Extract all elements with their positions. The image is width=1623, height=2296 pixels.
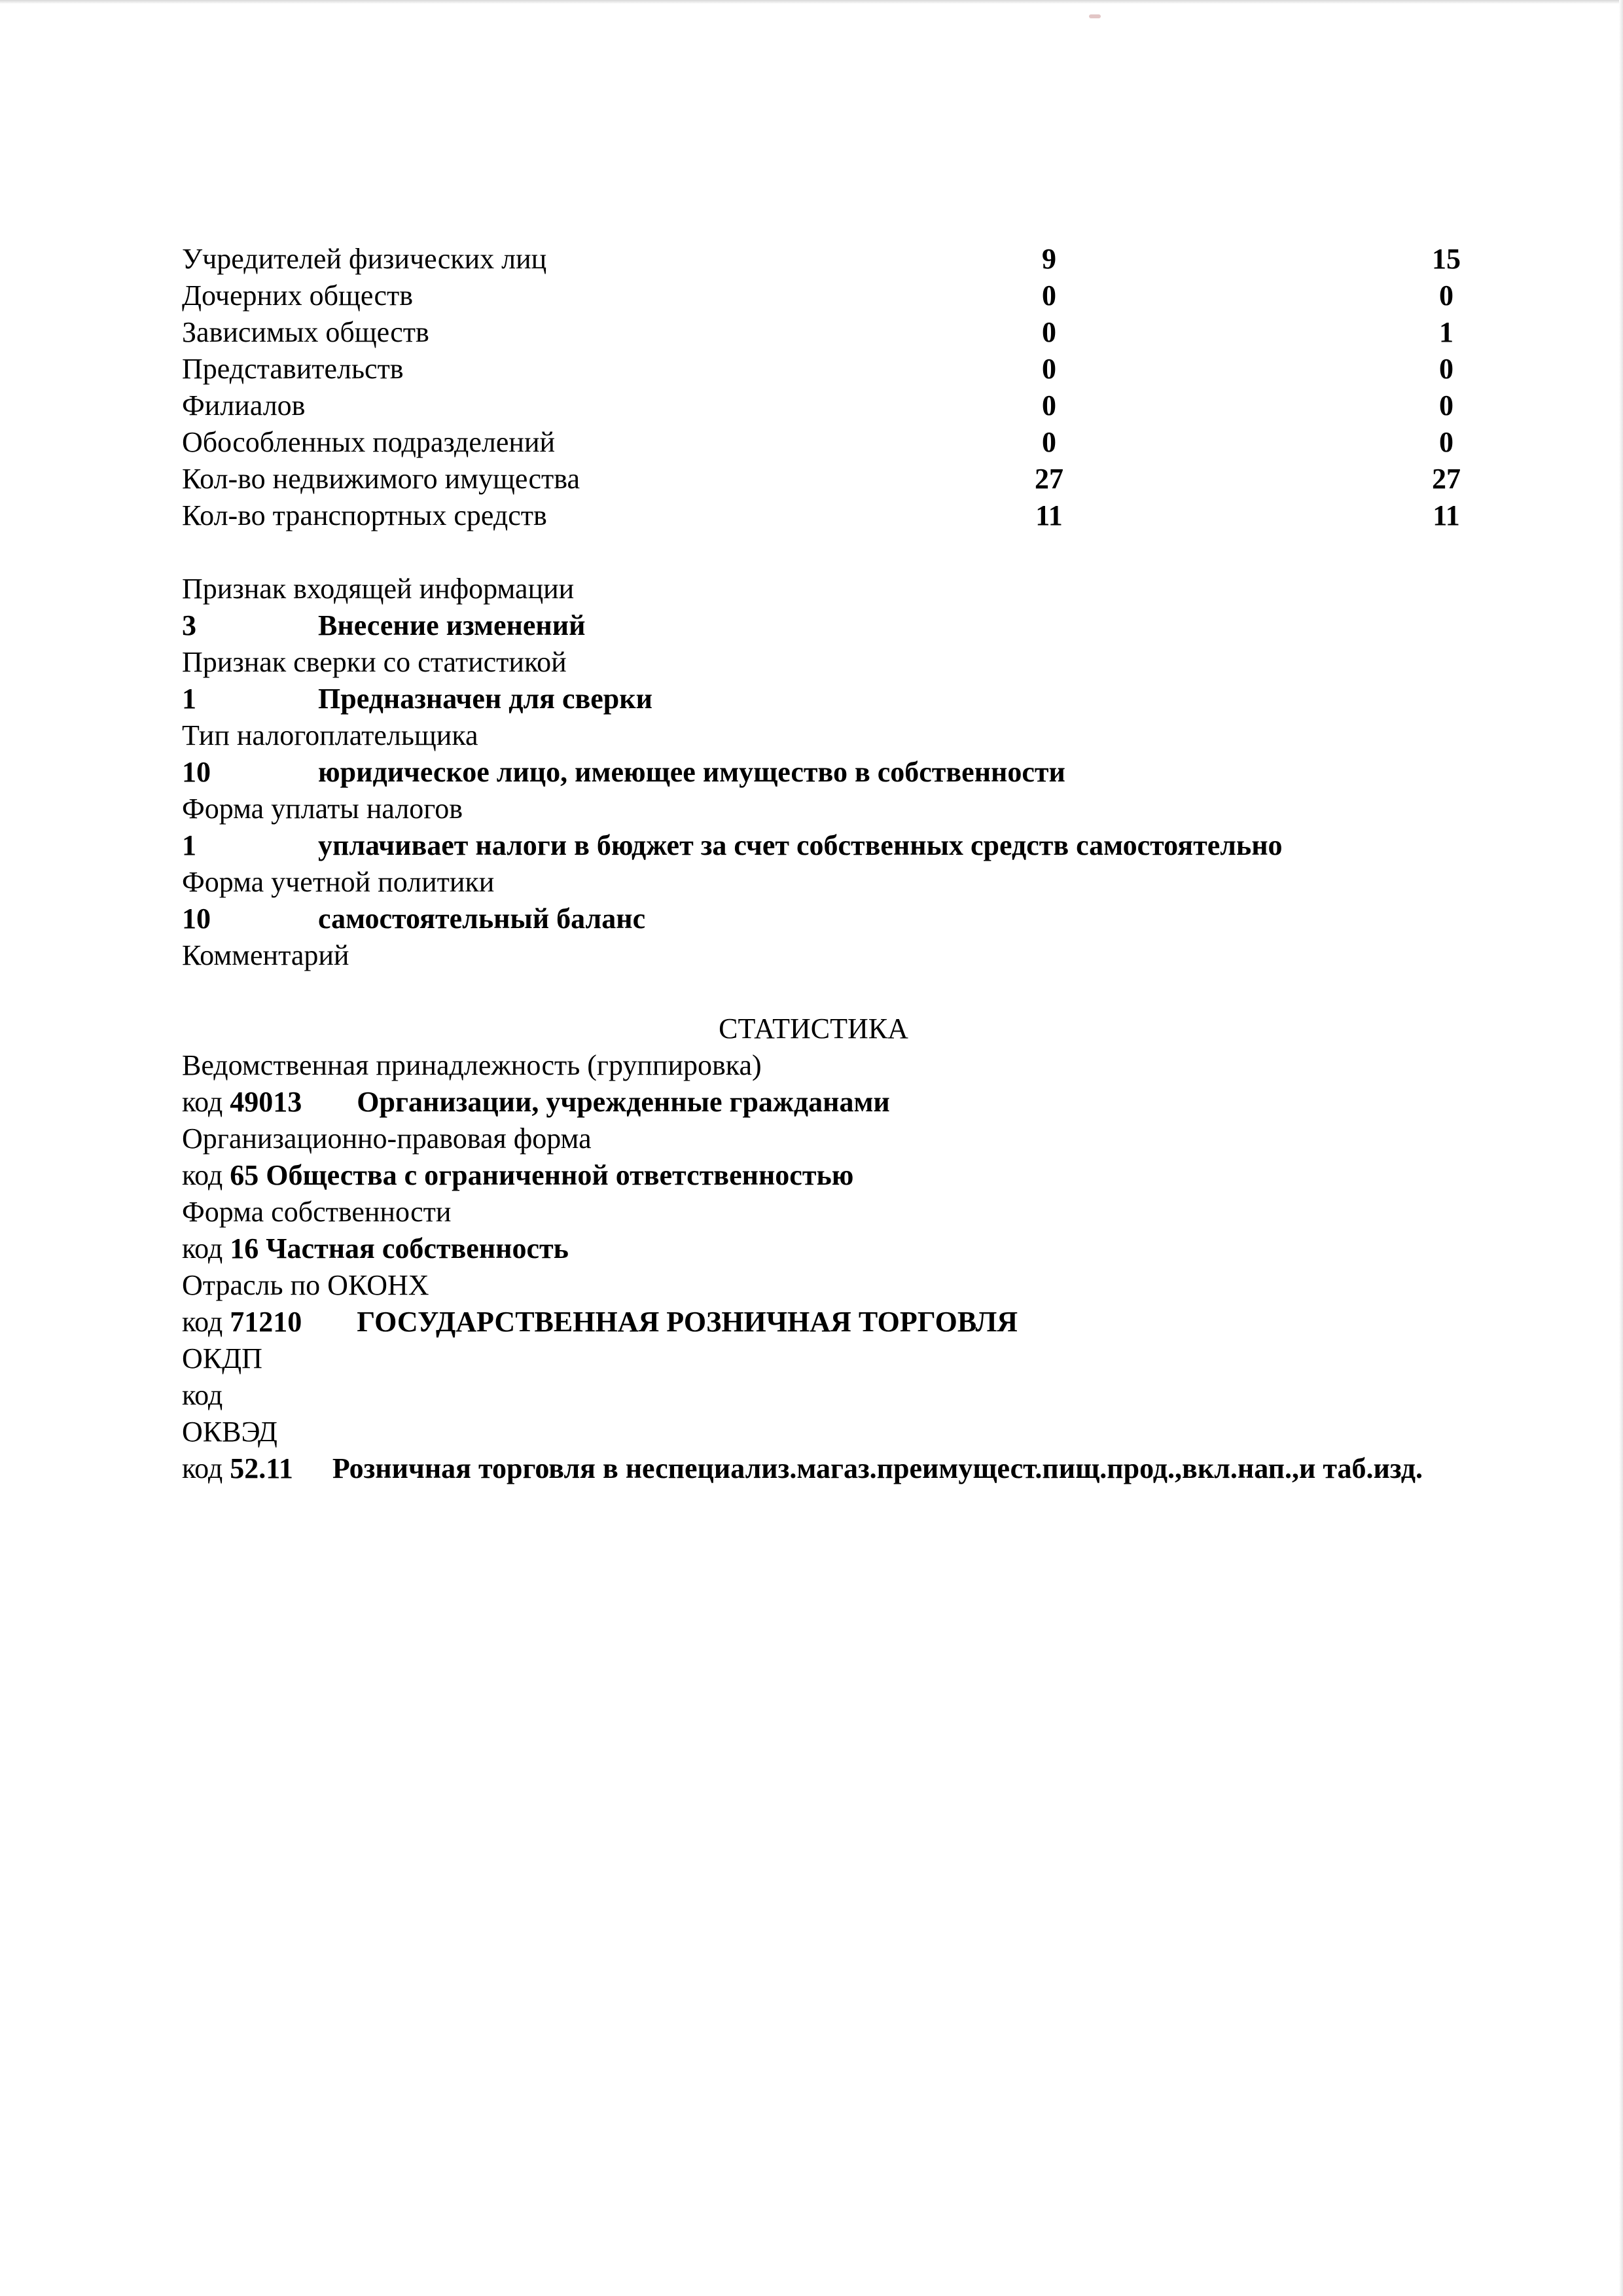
attribute-text: уплачивает налоги в бюджет за счет собственных средств самостоятельно	[318, 829, 1283, 861]
counts-value-1: 27	[1035, 463, 1063, 495]
stat-code-prefix: код	[182, 1379, 223, 1411]
attribute-heading: Тип налогоплательщика	[182, 719, 478, 751]
counts-row	[182, 278, 1478, 314]
counts-label: Представительств	[182, 353, 404, 385]
counts-value-1: 0	[1042, 426, 1056, 458]
stat-heading: ОКДП	[182, 1342, 262, 1374]
counts-label: Кол-во транспортных средств	[182, 499, 547, 531]
stat-code: 65	[230, 1159, 259, 1191]
counts-value-1: 0	[1042, 389, 1056, 422]
counts-value-1: 0	[1042, 353, 1056, 385]
stat-heading: Форма собственности	[182, 1196, 452, 1228]
attribute-code: 10	[182, 903, 211, 935]
stat-code: 16	[230, 1232, 259, 1265]
stat-code-prefix: код	[182, 1086, 223, 1118]
counts-value-1: 0	[1042, 279, 1056, 312]
counts-value-2: 27	[1432, 463, 1461, 495]
stat-value	[182, 1450, 1465, 1487]
attribute-heading: Признак сверки со статистикой	[182, 646, 567, 678]
attribute-heading: Форма учетной политики	[182, 866, 495, 898]
stat-code-prefix: код	[182, 1452, 223, 1484]
attribute-text: Внесение изменений	[318, 609, 586, 641]
stat-heading: Отрасль по ОКОНХ	[182, 1269, 429, 1301]
stat-text: Общества с ограниченной ответственностью	[266, 1159, 854, 1191]
tax-attributes	[182, 571, 1478, 974]
counts-value-2: 0	[1439, 426, 1454, 458]
counts-row	[182, 351, 1478, 387]
stat-text: Частная собственность	[266, 1232, 569, 1265]
counts-row	[182, 387, 1478, 424]
counts-label: Учредителей физических лиц	[182, 243, 547, 275]
counts-label: Обособленных подразделений	[182, 426, 556, 458]
counts-value-2: 0	[1439, 353, 1454, 385]
stat-heading: Организационно-правовая форма	[182, 1122, 592, 1155]
counts-table	[182, 241, 1478, 534]
counts-label: Зависимых обществ	[182, 316, 429, 348]
counts-row	[182, 461, 1478, 497]
attribute-heading: Признак входящей информации	[182, 573, 575, 605]
scan-right-edge	[1619, 0, 1623, 2296]
spacer	[182, 974, 1478, 1011]
attribute-text: самостоятельный баланс	[318, 903, 646, 935]
counts-row	[182, 241, 1478, 278]
counts-value-2: 0	[1439, 389, 1454, 422]
stat-code: 71210	[230, 1306, 302, 1338]
statistics-section	[182, 1011, 1478, 1487]
stat-value	[182, 1157, 1478, 1194]
stat-code: 52.11	[230, 1452, 293, 1484]
attribute-code: 1	[182, 829, 196, 861]
stat-text: Розничная торговля в неспециализ.магаз.преимущест.пищ.прод.,вкл.нап.,и таб.изд.	[332, 1452, 1423, 1484]
counts-row	[182, 314, 1478, 351]
attribute-code: 1	[182, 683, 196, 715]
counts-value-2: 0	[1439, 279, 1454, 312]
stat-code-prefix: код	[182, 1306, 223, 1338]
attribute-value	[182, 754, 1478, 791]
counts-row	[182, 424, 1478, 461]
attribute-text: юридическое лицо, имеющее имущество в собственности	[318, 756, 1065, 788]
document-page	[182, 241, 1478, 1487]
stat-heading: Ведомственная принадлежность (группировка)	[182, 1049, 762, 1081]
stat-code-prefix: код	[182, 1159, 223, 1191]
statistics-title: СТАТИСТИКА	[719, 1013, 908, 1045]
scan-top-edge	[0, 0, 1623, 4]
attribute-code: 3	[182, 609, 196, 641]
stat-text: ГОСУДАРСТВЕННАЯ РОЗНИЧНАЯ ТОРГОВЛЯ	[357, 1306, 1018, 1338]
stat-code-prefix: код	[182, 1232, 223, 1265]
counts-label: Дочерних обществ	[182, 279, 414, 312]
stat-value	[182, 1084, 1478, 1121]
attribute-value	[182, 901, 1478, 937]
stat-value	[182, 1304, 1478, 1340]
counts-label: Кол-во недвижимого имущества	[182, 463, 580, 495]
attribute-text: Предназначен для сверки	[318, 683, 652, 715]
counts-value-2: 15	[1432, 243, 1461, 275]
counts-row	[182, 497, 1478, 534]
counts-value-1: 9	[1042, 243, 1056, 275]
attribute-value	[182, 681, 1478, 717]
counts-value-1: 0	[1042, 316, 1056, 348]
comment-label: Комментарий	[182, 939, 349, 971]
counts-label: Филиалов	[182, 389, 306, 422]
stat-code: 49013	[230, 1086, 302, 1118]
attribute-value	[182, 607, 1478, 644]
stat-value	[182, 1230, 1478, 1267]
stat-value	[182, 1377, 1478, 1414]
stat-heading: ОКВЭД	[182, 1416, 277, 1448]
attribute-code: 10	[182, 756, 211, 788]
counts-value-2: 11	[1433, 499, 1460, 531]
spacer	[182, 534, 1478, 571]
attribute-heading: Форма уплаты налогов	[182, 793, 463, 825]
scan-speck	[1089, 14, 1101, 18]
stat-text: Организации, учрежденные гражданами	[357, 1086, 890, 1118]
counts-value-2: 1	[1439, 316, 1454, 348]
attribute-value	[182, 827, 1478, 864]
counts-value-1: 11	[1035, 499, 1063, 531]
